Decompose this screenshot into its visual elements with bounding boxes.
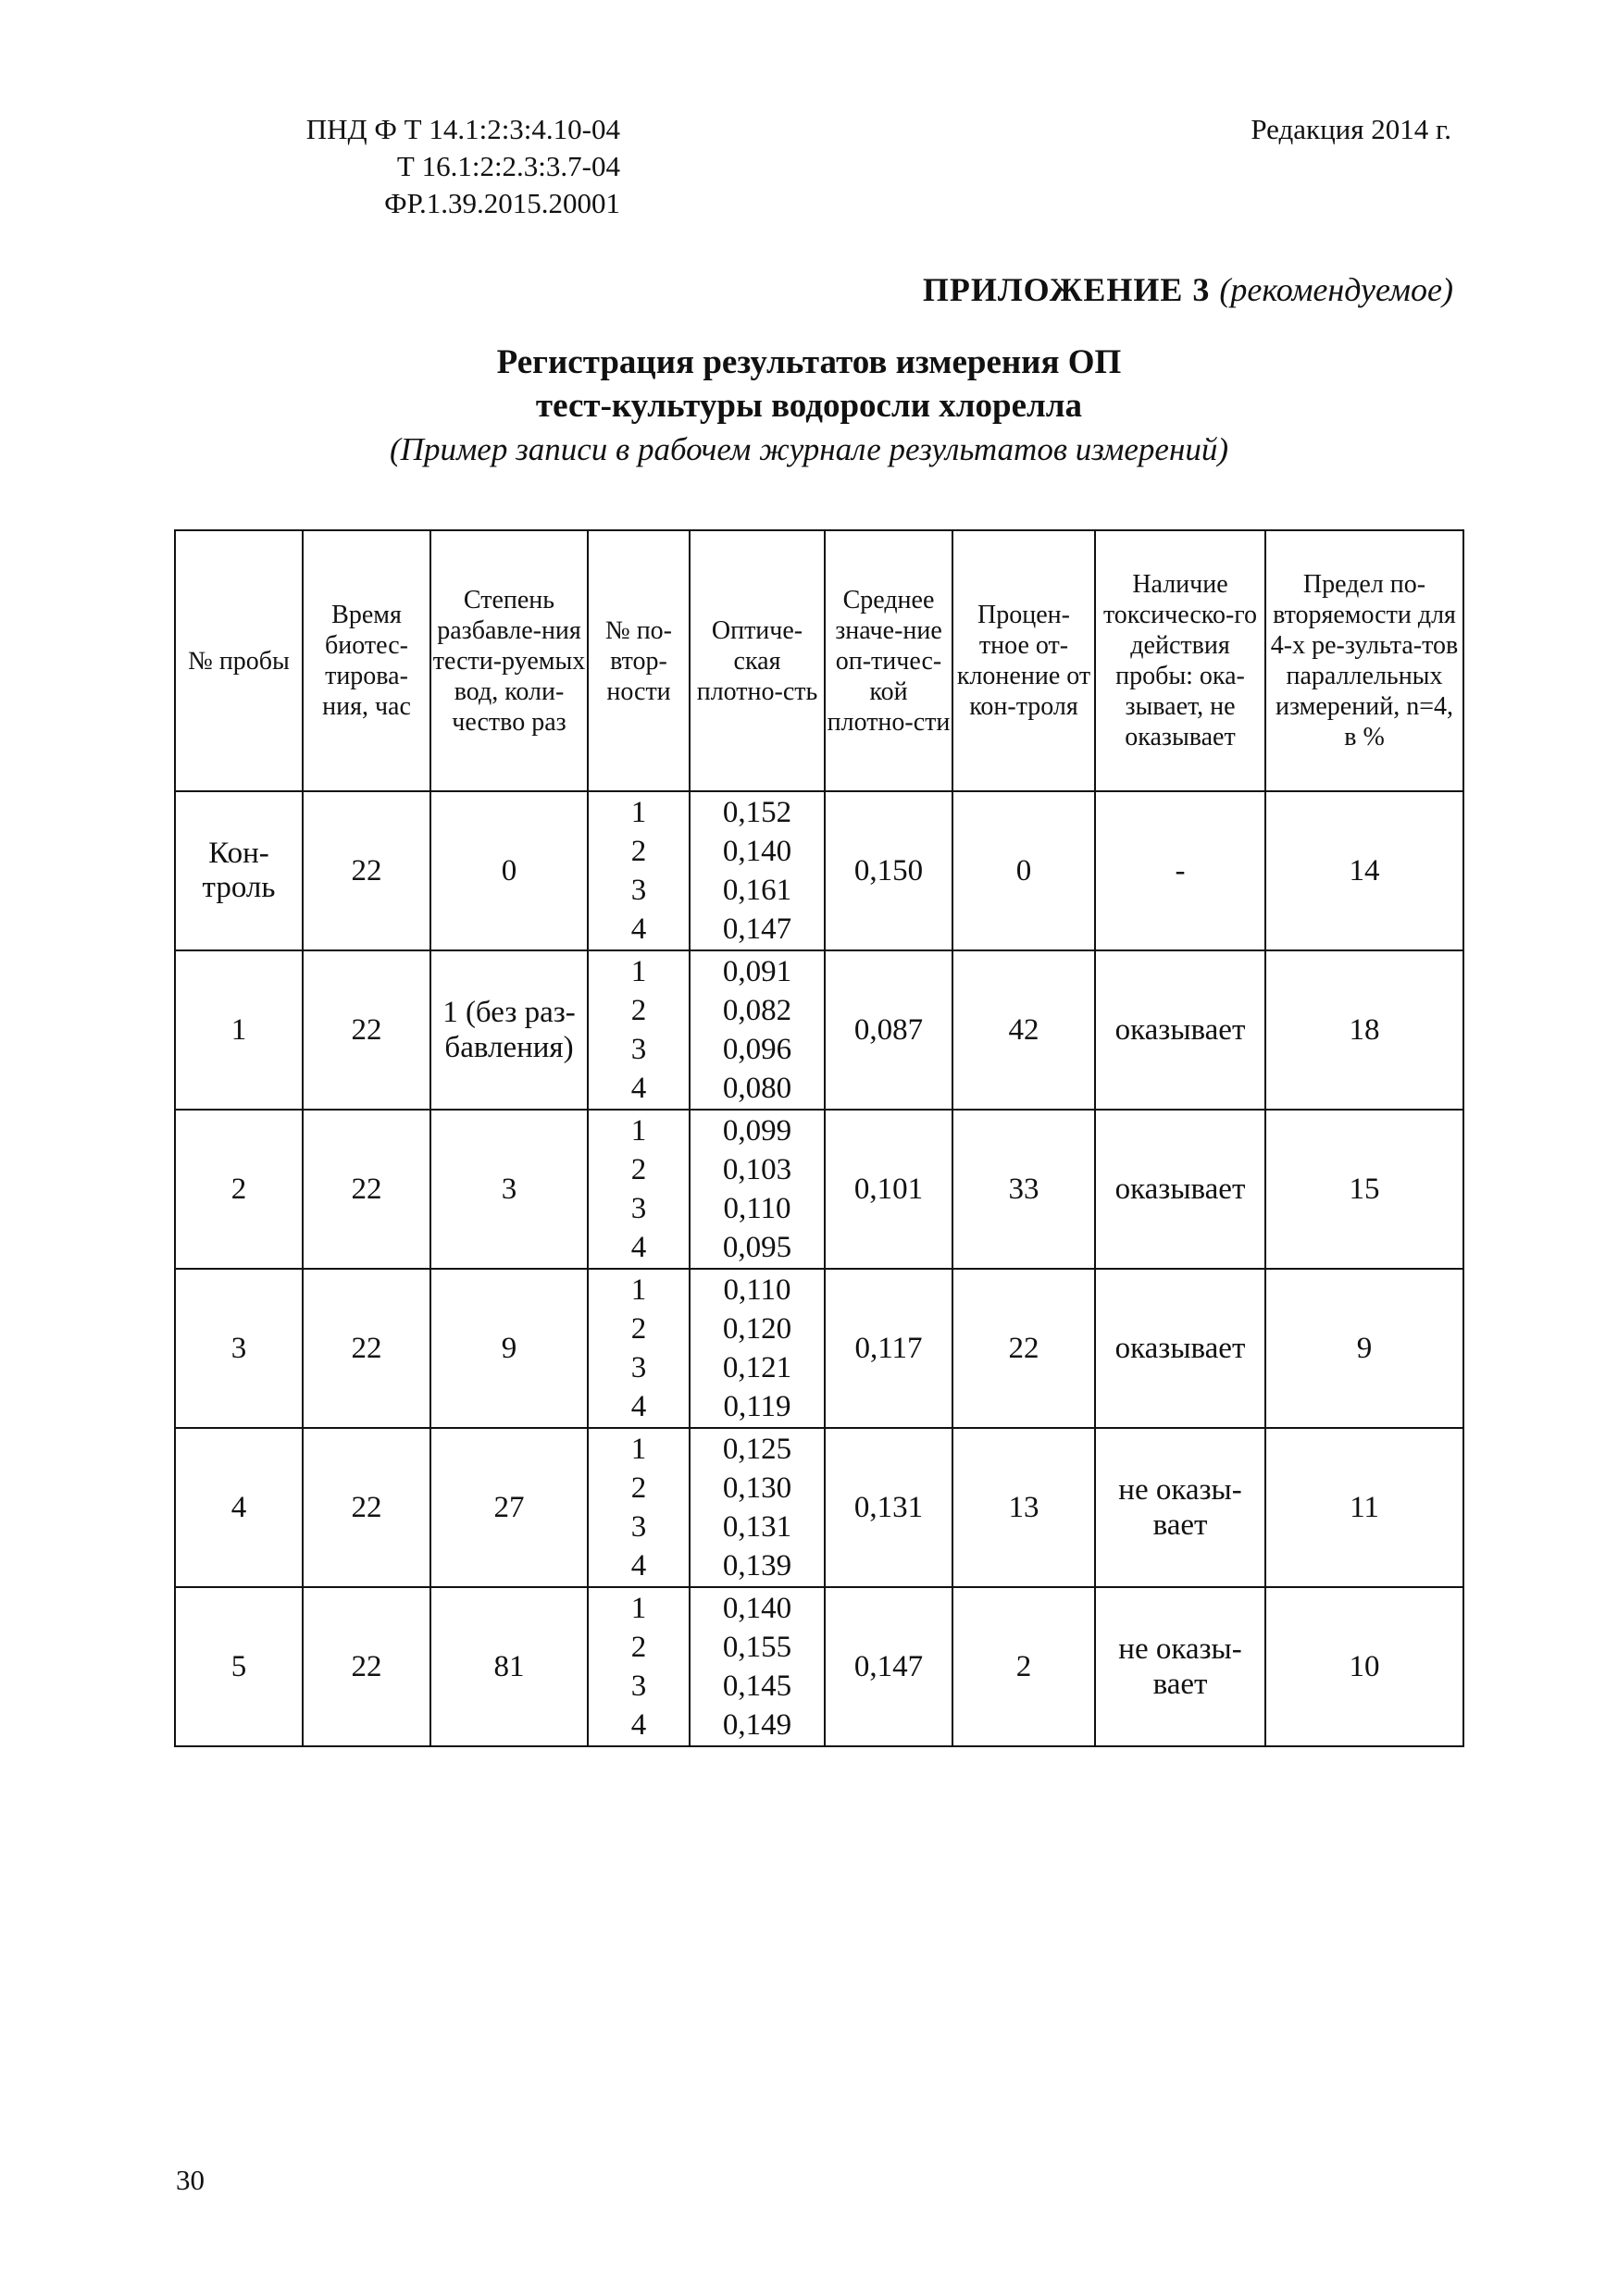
mean-cell: 0,131	[825, 1428, 952, 1587]
sample-cell: 3	[175, 1269, 303, 1428]
table-row	[175, 1110, 1463, 1269]
optical-density-cell-value: 0,080	[722, 1072, 792, 1105]
optical-density-cell-value: 0,149	[722, 1708, 792, 1742]
column-header: Процен-тное от-клонение от кон-троля	[952, 530, 1095, 791]
time-cell: 22	[303, 1587, 430, 1746]
replicate-cell-value: 3	[630, 874, 647, 907]
mean-cell: 0,117	[825, 1269, 952, 1428]
deviation-cell: 2	[952, 1587, 1095, 1746]
results-table	[174, 529, 1464, 1747]
column-header: № пробы	[175, 530, 303, 791]
sample-cell: 1	[175, 950, 303, 1110]
column-header: Время биотес-тирова-ния, час	[303, 530, 430, 791]
replicate-cell-value: 3	[630, 1192, 647, 1225]
replicate-cell-value: 3	[630, 1669, 647, 1703]
subtitle: (Пример записи в рабочем журнале результатов измерений)	[390, 431, 1228, 467]
deviation-cell: 13	[952, 1428, 1095, 1587]
limit-cell: 18	[1265, 950, 1463, 1110]
optical-density-cell	[690, 791, 825, 950]
optical-density-cell-value: 0,145	[722, 1669, 792, 1703]
optical-density-cell	[690, 950, 825, 1110]
appendix-note: (рекомендуемое)	[1219, 271, 1453, 308]
optical-density-cell-value: 0,130	[722, 1471, 792, 1505]
optical-density-cell-value: 0,099	[722, 1114, 792, 1148]
replicate-cell-value: 2	[630, 994, 647, 1027]
replicate-cell	[588, 1587, 690, 1746]
dilution-cell: 27	[430, 1428, 588, 1587]
page-number: 30	[176, 2164, 205, 2196]
replicate-cell-value: 1	[630, 955, 647, 988]
dilution-cell: 1 (без раз-бавления)	[430, 950, 588, 1110]
replicate-cell-value: 4	[630, 1072, 647, 1105]
replicate-cell-value: 2	[630, 835, 647, 868]
optical-density-cell	[690, 1587, 825, 1746]
sample-cell: Кон-троль	[175, 791, 303, 950]
deviation-cell: 33	[952, 1110, 1095, 1269]
optical-density-cell-value: 0,131	[722, 1510, 792, 1544]
optical-density-cell-value: 0,140	[722, 835, 792, 868]
time-cell: 22	[303, 950, 430, 1110]
optical-density-cell-value: 0,119	[723, 1390, 791, 1423]
column-header: Среднее значе-ние оп-тичес-кой плотно-сти	[825, 530, 952, 791]
time-cell: 22	[303, 791, 430, 950]
sample-cell: 5	[175, 1587, 303, 1746]
replicate-cell-value: 1	[630, 1433, 647, 1466]
replicate-cell-value: 1	[630, 1114, 647, 1148]
appendix-heading	[923, 270, 1453, 309]
optical-density-cell-value: 0,096	[722, 1033, 792, 1066]
replicate-cell	[588, 791, 690, 950]
deviation-cell: 42	[952, 950, 1095, 1110]
table-row	[175, 950, 1463, 1110]
optical-density-cell-value: 0,139	[722, 1549, 792, 1582]
effect-cell: оказывает	[1095, 1110, 1265, 1269]
replicate-cell-value: 4	[630, 1708, 647, 1742]
column-header: Предел по-вторяемости для 4-х ре-зульта-тов параллельных измерений, n=4, в %	[1265, 530, 1463, 791]
replicate-cell	[588, 1428, 690, 1587]
replicate-cell-value: 3	[630, 1351, 647, 1384]
optical-density-cell-value: 0,110	[723, 1192, 791, 1225]
replicate-cell-value: 1	[630, 796, 647, 829]
deviation-cell: 0	[952, 791, 1095, 950]
dilution-cell: 3	[430, 1110, 588, 1269]
table-row	[175, 791, 1463, 950]
optical-density-cell-value: 0,152	[722, 796, 792, 829]
optical-density-cell-value: 0,140	[722, 1592, 792, 1625]
time-cell: 22	[303, 1110, 430, 1269]
replicate-cell	[588, 950, 690, 1110]
mean-cell: 0,150	[825, 791, 952, 950]
table-row	[175, 1269, 1463, 1428]
deviation-cell: 22	[952, 1269, 1095, 1428]
optical-density-cell-value: 0,120	[722, 1312, 792, 1346]
dilution-cell: 81	[430, 1587, 588, 1746]
effect-cell: не оказы-вает	[1095, 1587, 1265, 1746]
table-header-row	[175, 530, 1463, 791]
mean-cell: 0,147	[825, 1587, 952, 1746]
sample-cell: 4	[175, 1428, 303, 1587]
column-header: Степень разбавле-ния тести-руемых вод, коли-чество раз	[430, 530, 588, 791]
sample-cell: 2	[175, 1110, 303, 1269]
effect-cell: не оказы-вает	[1095, 1428, 1265, 1587]
replicate-cell-value: 4	[630, 912, 647, 946]
optical-density-cell-value: 0,121	[722, 1351, 792, 1384]
appendix-label: ПРИЛОЖЕНИЕ 3	[922, 271, 1211, 308]
limit-cell: 10	[1265, 1587, 1463, 1746]
optical-density-cell-value: 0,125	[722, 1433, 792, 1466]
title-block	[278, 341, 1340, 472]
optical-density-cell-value: 0,091	[722, 955, 792, 988]
replicate-cell-value: 2	[630, 1631, 647, 1664]
replicate-cell	[588, 1110, 690, 1269]
optical-density-cell-value: 0,147	[722, 912, 792, 946]
optical-density-cell	[690, 1110, 825, 1269]
replicate-cell-value: 1	[630, 1592, 647, 1625]
dilution-cell: 0	[430, 791, 588, 950]
optical-density-cell	[690, 1269, 825, 1428]
optical-density-cell-value: 0,082	[722, 994, 792, 1027]
column-header: Оптиче-ская плотно-сть	[690, 530, 825, 791]
edition-label: Редакция 2014 г.	[1251, 113, 1451, 145]
optical-density-cell-value: 0,161	[722, 874, 792, 907]
effect-cell: оказывает	[1095, 1269, 1265, 1428]
effect-cell: -	[1095, 791, 1265, 950]
optical-density-cell-value: 0,095	[722, 1231, 792, 1264]
effect-cell: оказывает	[1095, 950, 1265, 1110]
optical-density-cell	[690, 1428, 825, 1587]
document-code-3: ФР.1.39.2015.20001	[384, 187, 620, 219]
mean-cell: 0,087	[825, 950, 952, 1110]
table-body	[175, 791, 1463, 1746]
optical-density-cell-value: 0,110	[723, 1273, 791, 1307]
time-cell: 22	[303, 1428, 430, 1587]
time-cell: 22	[303, 1269, 430, 1428]
title-line-2: тест-культуры водоросли хлорелла	[535, 387, 1083, 425]
column-header: № по-втор-ности	[588, 530, 690, 791]
mean-cell: 0,101	[825, 1110, 952, 1269]
limit-cell: 14	[1265, 791, 1463, 950]
title-line-1: Регистрация результатов измерения ОП	[496, 343, 1122, 381]
replicate-cell-value: 1	[630, 1273, 647, 1307]
optical-density-cell-value: 0,155	[722, 1631, 792, 1664]
limit-cell: 15	[1265, 1110, 1463, 1269]
table-row	[175, 1587, 1463, 1746]
table-row	[175, 1428, 1463, 1587]
document-code-1: ПНД Ф Т 14.1:2:3:4.10-04	[305, 113, 620, 145]
replicate-cell-value: 4	[630, 1390, 647, 1423]
replicate-cell-value: 3	[630, 1033, 647, 1066]
replicate-cell-value: 2	[630, 1471, 647, 1505]
replicate-cell	[588, 1269, 690, 1428]
column-header: Наличие токсическо-го действия пробы: ока-зывает, не оказывает	[1095, 530, 1265, 791]
optical-density-cell-value: 0,103	[722, 1153, 792, 1186]
replicate-cell-value: 3	[630, 1510, 647, 1544]
limit-cell: 11	[1265, 1428, 1463, 1587]
replicate-cell-value: 2	[630, 1312, 647, 1346]
replicate-cell-value: 2	[630, 1153, 647, 1186]
document-codes	[176, 111, 620, 222]
replicate-cell-value: 4	[630, 1549, 647, 1582]
dilution-cell: 9	[430, 1269, 588, 1428]
limit-cell: 9	[1265, 1269, 1463, 1428]
document-code-2: Т 16.1:2:2.3:3.7-04	[396, 150, 620, 182]
replicate-cell-value: 4	[630, 1231, 647, 1264]
